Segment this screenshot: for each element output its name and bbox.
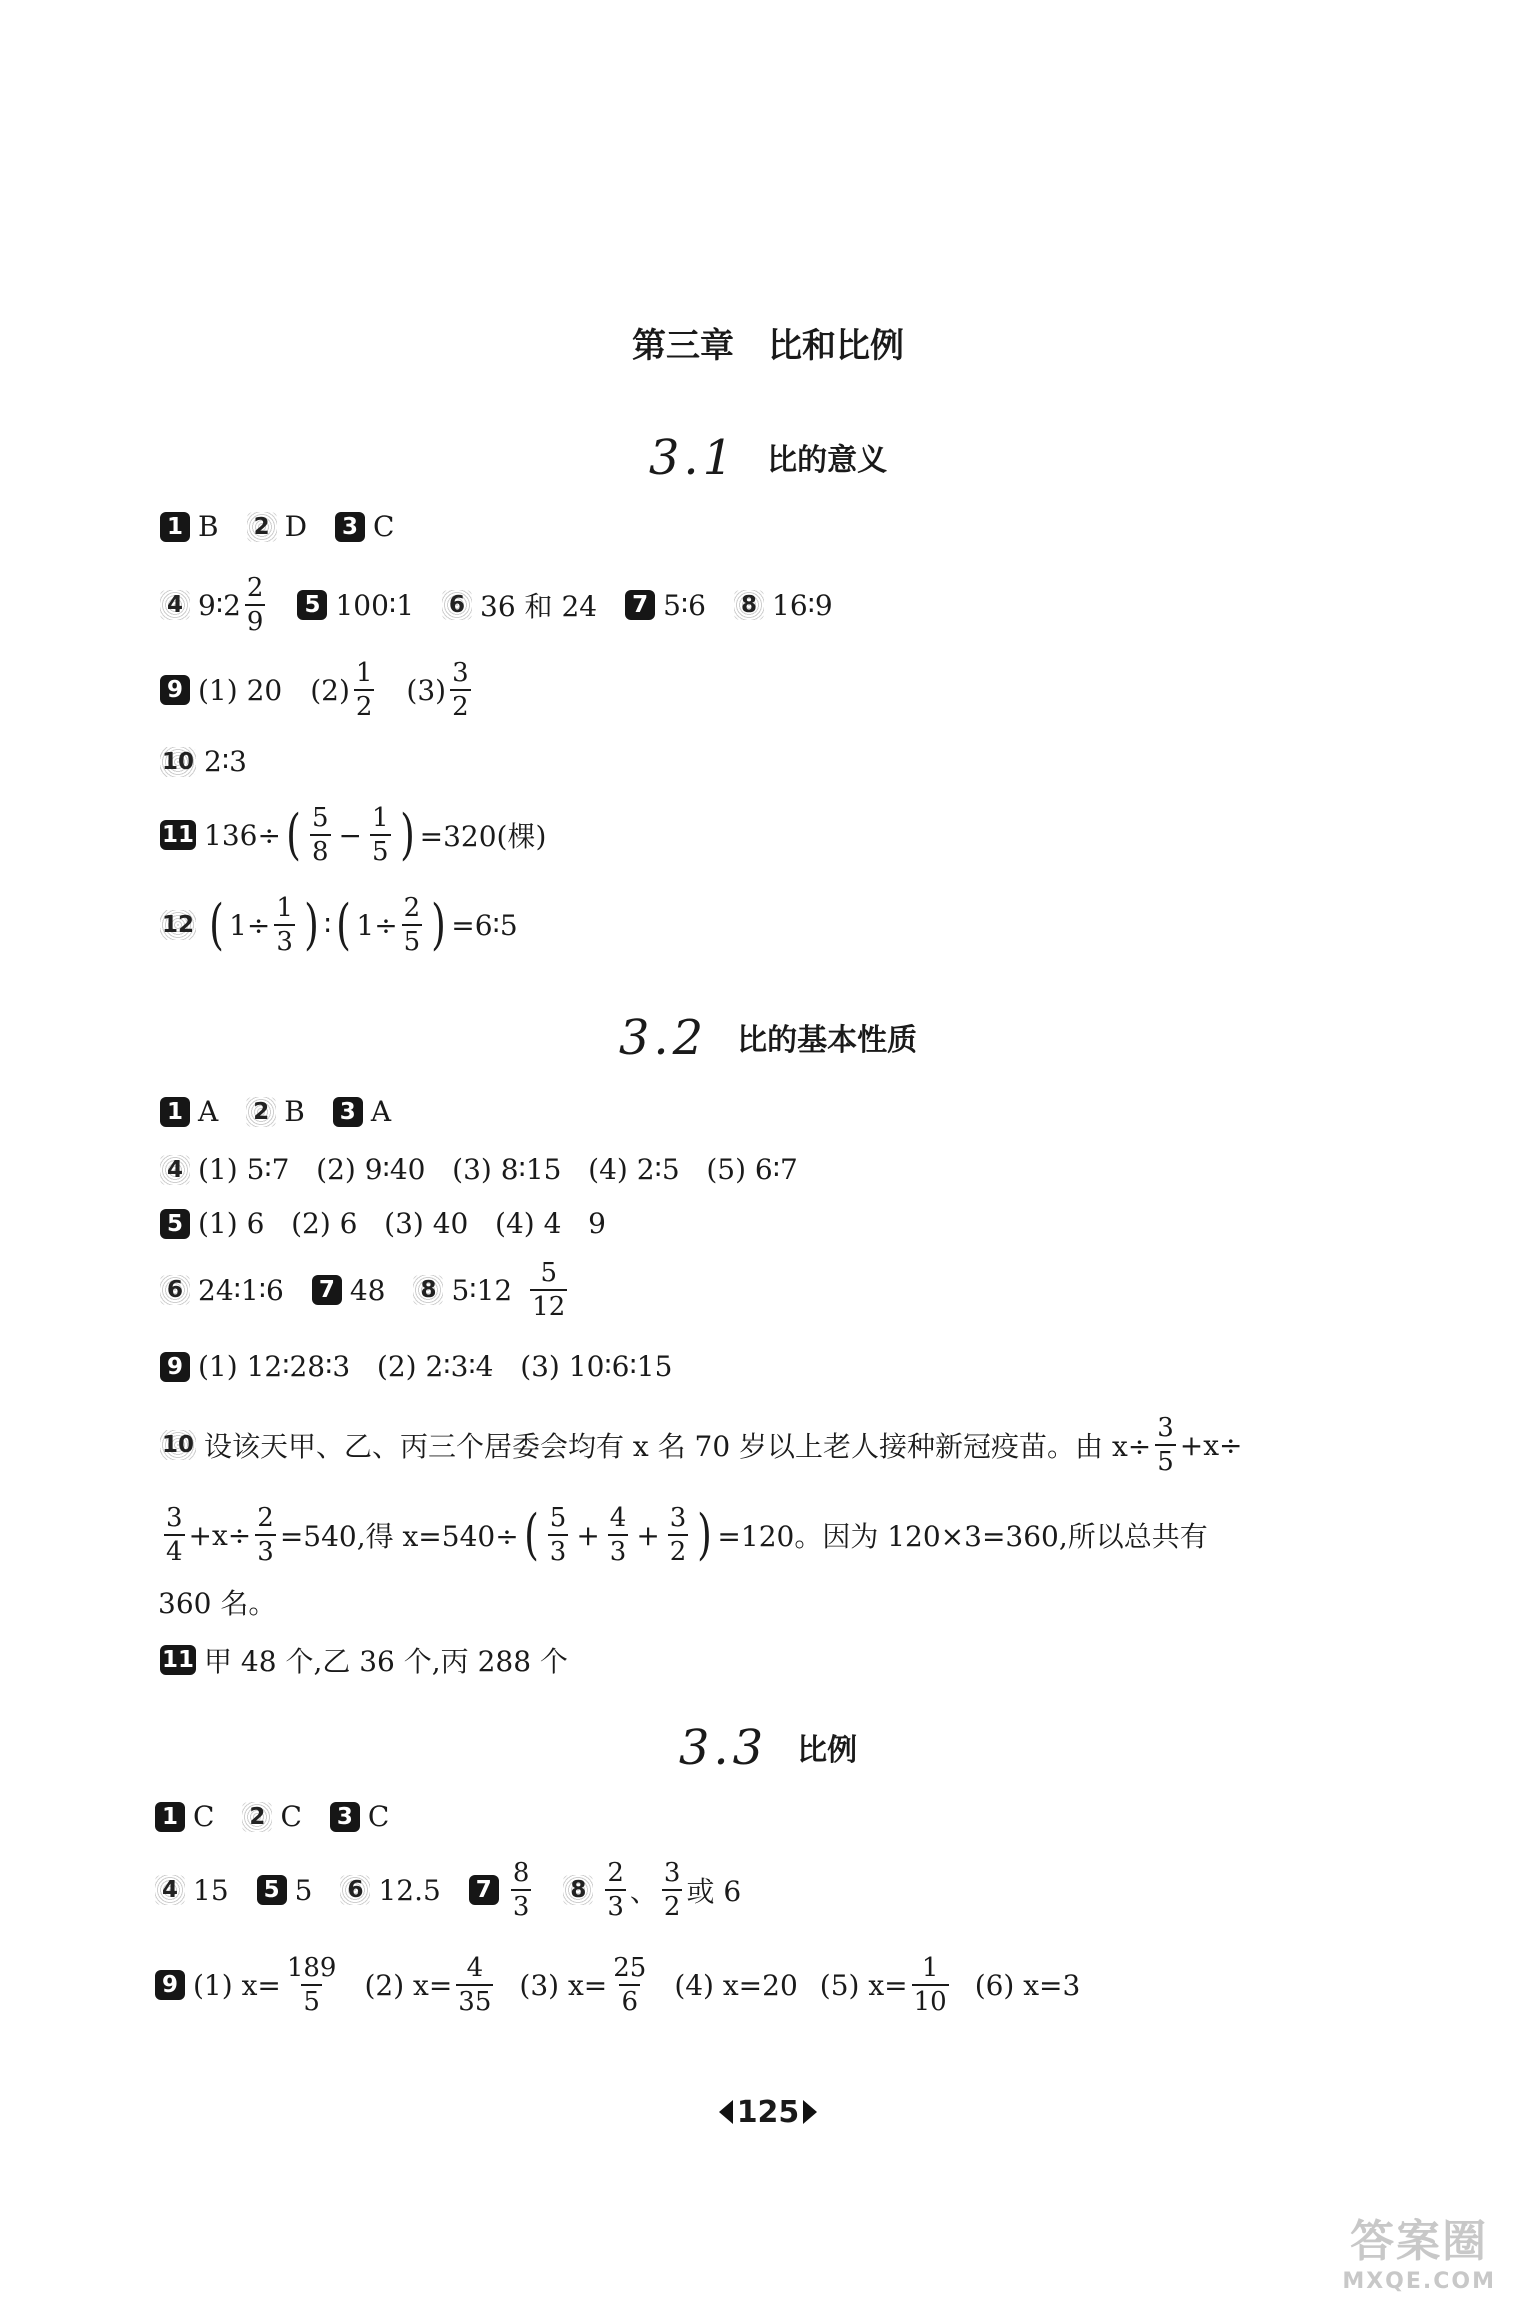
- answer-row: 360 名。: [158, 1587, 277, 1620]
- fraction: $\frac{2}{9}$: [246, 573, 264, 637]
- question-badge: 4: [160, 590, 190, 620]
- question-badge: 8: [734, 590, 764, 620]
- answer-row: 9 (1) 20 (2) $\frac{1}{2}$ (3) $\frac{3}{2}$: [160, 660, 1380, 720]
- question-badge: 3: [330, 1802, 360, 1832]
- fraction: $\frac{5}{8}$: [312, 803, 329, 867]
- fraction: $\frac{3}{4}$: [166, 1503, 183, 1567]
- question-badge: 2: [242, 1802, 272, 1832]
- answer-row: 12 ( 1÷ $\frac{1}{3}$ ) ∶ ( 1÷ $\frac{2}{5}$ ) =6∶5: [162, 893, 518, 957]
- triangle-right-icon: [803, 2100, 817, 2124]
- answer-row: 1 A 2 B 3 A: [160, 1095, 1380, 1128]
- answer-row: 4 15 5 5 6 12.5 7 $\frac{8}{3}$ 8 $\frac{2}{3}$ 、 $\frac{3}{2}$ 或 6: [155, 1860, 1375, 1920]
- question-badge: 8: [413, 1275, 443, 1305]
- question-badge: 9: [155, 1970, 185, 2000]
- page-number: 125: [0, 2095, 1536, 2130]
- fraction: $\frac{1}{3}$: [276, 893, 293, 957]
- question-badge: 5: [257, 1875, 287, 1905]
- question-badge: 2: [246, 1097, 276, 1127]
- answer-row: 1 C 2 C 3 C: [155, 1800, 1375, 1833]
- answer-row: 11 136÷ ( $\frac{5}{8}$ − $\frac{1}{5}$ ) =320(棵): [162, 803, 547, 867]
- answer-row: 4 9∶2 $\frac{2}{9}$ 5 100∶1 6 36 和 24 7 5∶6 8 16∶9: [160, 575, 1380, 635]
- question-badge: 8: [563, 1875, 593, 1905]
- question-badge: 9: [160, 675, 190, 705]
- answer-row: 4 (1) 5∶7 (2) 9∶40 (3) 8∶15 (4) 2∶5 (5) 6∶7: [160, 1153, 1380, 1186]
- question-badge: 1: [160, 1097, 190, 1127]
- fraction: $\frac{3}{2}$: [669, 1503, 687, 1567]
- question-badge: 11: [162, 822, 195, 848]
- question-badge: 4: [160, 1155, 190, 1185]
- question-badge: 7: [625, 590, 655, 620]
- question-badge: 5: [297, 590, 327, 620]
- fraction: $\frac{5}{3}$: [549, 1503, 567, 1567]
- question-badge: 1: [160, 512, 190, 542]
- question-badge: 4: [155, 1875, 185, 1905]
- fraction: $\frac{2}{5}$: [403, 893, 421, 957]
- fraction: $\frac{1}{5}$: [372, 803, 389, 867]
- fraction: $\frac{2}{3}$: [257, 1503, 274, 1567]
- question-badge: 7: [469, 1875, 499, 1905]
- section-heading-3-1: 3.1 比的意义: [648, 430, 888, 486]
- answer-row: 6 24∶1∶6 7 48 8 5∶12 $\frac{5}{12}$: [160, 1260, 1380, 1320]
- fraction: $\frac{189}{5}$: [286, 1953, 337, 2017]
- question-badge: 2: [247, 512, 277, 542]
- question-badge: 3: [333, 1097, 363, 1127]
- fraction: $\frac{5}{12}$: [532, 1258, 566, 1322]
- section-heading-3-2: 3.2 比的基本性质: [618, 1010, 918, 1066]
- answer-row: $\frac{3}{4}$ +x÷ $\frac{2}{3}$ =540,得 x=540÷ ( $\frac{5}{3}$ + $\frac{4}{3}$ + $\frac{3}{2}$ ) =120。因为 120×3=360,所以总共有: [166, 1503, 1208, 1567]
- triangle-left-icon: [719, 2100, 733, 2124]
- answer-row: 1 B 2 D 3 C: [160, 510, 1380, 543]
- fraction: $\frac{2}{3}$: [607, 1858, 624, 1922]
- fraction: $\frac{3}{5}$: [1157, 1413, 1174, 1477]
- question-badge: 6: [442, 590, 472, 620]
- question-badge: 11: [162, 1647, 195, 1673]
- fraction: $\frac{25}{6}$: [613, 1953, 647, 2017]
- question-badge: 10: [162, 1432, 195, 1458]
- question-badge: 3: [335, 512, 365, 542]
- question-badge: 12: [162, 912, 195, 938]
- answer-row: 10 设该天甲、乙、丙三个居委会均有 x 名 70 岁以上老人接种新冠疫苗。由 x÷ $\frac{3}{5}$ +x÷: [162, 1413, 1243, 1477]
- question-badge: 9: [160, 1352, 190, 1382]
- answer-row: 9 (1) 12∶28∶3 (2) 2∶3∶4 (3) 10∶6∶15: [160, 1350, 1380, 1383]
- answer-row: 11 甲 48 个,乙 36 个,丙 288 个: [162, 1645, 568, 1678]
- fraction: $\frac{3}{2}$: [452, 658, 469, 722]
- answer-row: 5 (1) 6 (2) 6 (3) 40 (4) 4 9: [160, 1207, 1380, 1240]
- fraction: $\frac{3}{2}$: [663, 1858, 681, 1922]
- fraction: $\frac{1}{10}$: [913, 1953, 947, 2017]
- question-badge: 1: [155, 1802, 185, 1832]
- question-badge: 6: [160, 1275, 190, 1305]
- question-badge: 6: [340, 1875, 370, 1905]
- fraction: $\frac{8}{3}$: [512, 1858, 530, 1922]
- question-badge: 7: [312, 1275, 342, 1305]
- fraction: $\frac{4}{3}$: [609, 1503, 627, 1567]
- fraction: $\frac{4}{35}$: [458, 1953, 492, 2017]
- watermark: 答案圈 MXQE.COM: [1342, 2216, 1496, 2294]
- fraction: $\frac{1}{2}$: [355, 658, 373, 722]
- answer-row: 10 2∶3: [162, 745, 247, 778]
- question-badge: 10: [162, 748, 195, 775]
- answer-row: 9 (1) x= $\frac{189}{5}$ (2) x= $\frac{4}{35}$ (3) x= $\frac{25}{6}$ (4) x=20 (5) x= $\frac{1}{10}$ (6) x=3: [155, 1955, 1375, 2015]
- section-heading-3-3: 3.3 比例: [678, 1720, 858, 1776]
- question-badge: 5: [160, 1209, 190, 1239]
- chapter-title: 第三章 比和比例: [632, 326, 904, 366]
